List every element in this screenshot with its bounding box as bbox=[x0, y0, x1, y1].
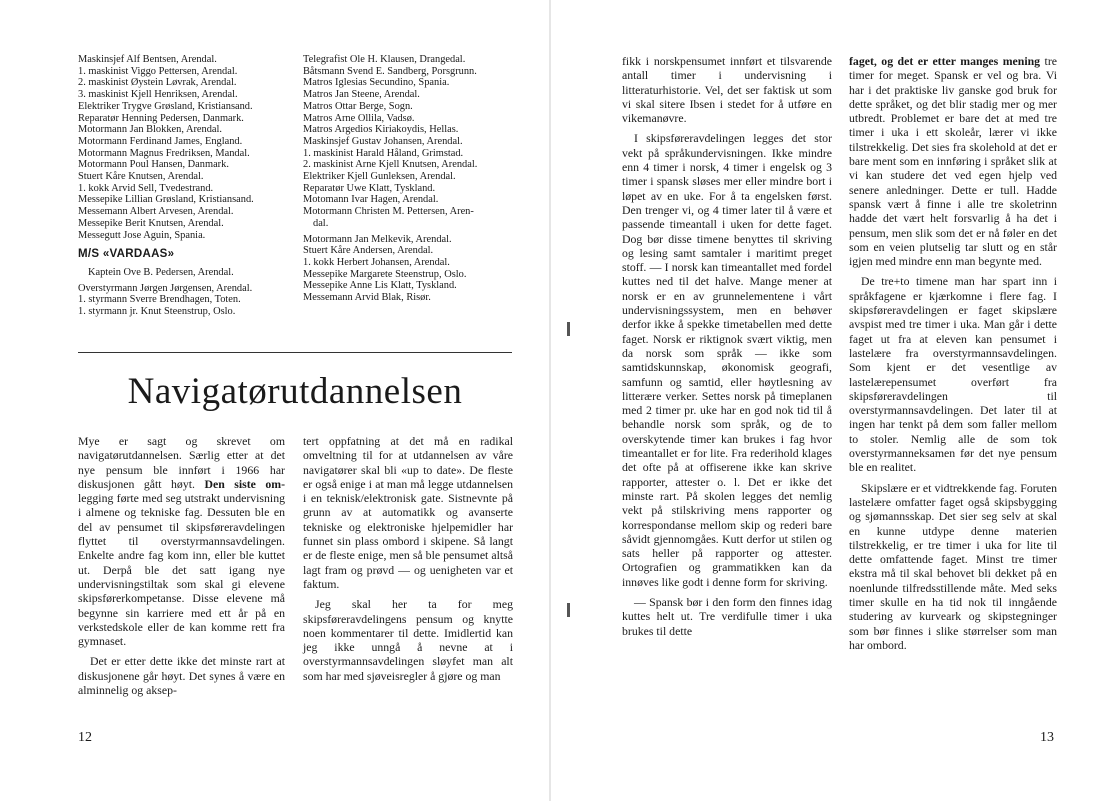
crew-entry: Messemann Arvid Blak, Risør. bbox=[303, 292, 431, 304]
crew-entry: Motormann Christen M. Pettersen, Aren- bbox=[303, 206, 474, 218]
paragraph bbox=[78, 434, 285, 648]
paragraph bbox=[849, 54, 1057, 268]
paragraph bbox=[849, 274, 1057, 474]
crew-entry: Reparatør Uwe Klatt, Tyskland. bbox=[303, 182, 436, 194]
paragraph-text: Det er etter dette ikke det minste rart at diskusjonene går høyt. Det synes å være en alminnelig og aksep- bbox=[78, 654, 285, 698]
crew-entry: 1. maskinist Harald Håland, Grimstad. bbox=[303, 147, 464, 159]
crew-entry: 1. styrmann Sverre Brendhagen, Toten. bbox=[78, 294, 241, 306]
crew-entry: Messepike Lillian Grøsland, Kristiansand. bbox=[78, 194, 254, 206]
article-title: Navigatørutdannelsen bbox=[127, 371, 463, 412]
crew-entry: Matros Arne Ollila, Vadsø. bbox=[303, 112, 415, 124]
crew-entry: Matros Argedios Kiriakoydis, Hellas. bbox=[303, 124, 459, 136]
paragraph-text: Skipslære er et vidtrekkende fag. Foruten lastelære omfatter faget også skipsbygging og sjømannsskap. Det sier seg selv at skal en kunne utdype denne materien tilstrekkelig, er tre timer i uka for lite til dette omfattende faget. Minst tre timer ekstra må til skal behovet bli dekket på en noenlunde tilfredsstillende måte. Med seks timer skulle en ha tid nok til inngående studering av kurveark og skipstegninger som bør finnes i slike størrelser som man har ombord. bbox=[849, 480, 1057, 652]
crew-entry: 2. maskinist Øystein Løvrak, Arendal. bbox=[78, 77, 237, 89]
page-number: 12 bbox=[78, 730, 92, 745]
left-page bbox=[0, 0, 548, 801]
crew-entry: Motomann Ivar Hagen, Arendal. bbox=[303, 194, 439, 206]
article-column-2 bbox=[303, 434, 513, 683]
crew-entry: Matros Jan Steene, Arendal. bbox=[303, 89, 420, 101]
crew-entry: Messemann Albert Arvesen, Arendal. bbox=[78, 206, 234, 218]
paragraph bbox=[849, 481, 1057, 653]
crew-entry: 1. kokk Arvid Sell, Tvedestrand. bbox=[78, 182, 214, 194]
crew-entry: Båtsmann Svend E. Sandberg, Porsgrunn. bbox=[303, 65, 477, 77]
crew-entry: Telegrafist Ole H. Klausen, Drangedal. bbox=[303, 54, 466, 65]
crew-entry: Maskinsjef Gustav Johansen, Arendal. bbox=[303, 135, 463, 147]
crew-entry: Motormann Jan Blokken, Arendal. bbox=[78, 124, 223, 136]
section-divider bbox=[78, 352, 512, 353]
paragraph: Jeg skal her ta for meg skipsføreravdelingens pensum og knytte noen kommentarer til dette. Imidlertid kan jeg ikke unngå å nevne at i overstyrmannsavdelingen sløyfet man alt som har med sjøveisregler å gjøre og man bbox=[303, 597, 513, 683]
ship-heading: M/S «VARDAAS» bbox=[78, 248, 175, 261]
crew-entry: 1. styrmann jr. Knut Steenstrup, Oslo. bbox=[78, 306, 236, 318]
paragraph bbox=[78, 654, 285, 697]
crew-entry: Motormann Ferdinand James, England. bbox=[78, 135, 243, 147]
crew-entry: Elektriker Kjell Gunleksen, Arendal. bbox=[303, 171, 456, 183]
crew-entry: Reparatør Henning Pedersen, Danmark. bbox=[78, 112, 244, 124]
crew-entry: Matros Iglesias Secundino, Spania. bbox=[303, 77, 450, 89]
crew-entry: Elektriker Trygve Grøsland, Kristiansand. bbox=[78, 100, 253, 112]
crew-entry: 1. maskinist Viggo Pettersen, Arendal. bbox=[78, 65, 238, 77]
crew-entry: Overstyrmann Jørgen Jørgensen, Arendal. bbox=[78, 282, 253, 294]
crew-entry: Motormann Magnus Fredriksen, Mandal. bbox=[78, 147, 250, 159]
scan-mark bbox=[567, 322, 570, 336]
scan-mark bbox=[567, 603, 570, 617]
crew-entry: Matros Ottar Berge, Sogn. bbox=[303, 100, 413, 112]
crew-list-right bbox=[303, 54, 515, 304]
article-column-1 bbox=[78, 434, 285, 697]
crew-entry: Messepike Margarete Steenstrup, Oslo. bbox=[303, 268, 467, 280]
article-column-3 bbox=[622, 54, 832, 638]
page-number: 13 bbox=[1040, 730, 1054, 745]
bold-text: faget, og det er etter manges mening bbox=[849, 54, 1041, 68]
article-column-4 bbox=[849, 54, 1057, 652]
crew-entry: Kaptein Ove B. Pedersen, Arendal. bbox=[88, 266, 234, 278]
paragraph-text: tre timer for meget. Spansk er vel og bra. Vi har i det praktiske liv ganske god bruk for dette språket, og det blir stadig mer og mer utbredt. Problemet er bare det at med tre timer i uka i ett skoleår, lærer vi ikke tilstrekkelig. Det sies fra skolehold at det er bare ment som en innføring i språket slik at vi kan studere det ved egen hjelp ved senere anledninger. Dette er tull. Hadde spansk vært å finne i alle tre skoletrinn hadde det vært helt forsvarlig å ha det i pensum, men slik som det er nå føler en det som en veien plutselig tar slutt og en står igjen med mindre enn man begynte med. bbox=[849, 54, 1057, 269]
crew-entry: Motormann Jan Melkevik, Arendal. bbox=[303, 233, 452, 245]
crew-entry: dal. bbox=[313, 217, 329, 229]
bold-text: Den siste om- bbox=[204, 476, 285, 491]
paragraph: I skipsføreravdelingen legges det stor vekt på språkundervisningen. Ikke mindre enn 4 timer i norsk, 4 timer i engelsk og 3 timer i spansk sløses mer eller mindre bort i løpet av en uke. For å ta engelsken først. Den trenger vi, og 4 timer later til å være et passende timeantall i uken for dette faget. Dog bør disse timene benyttes til skriving og lesing samt samtaler i maritimt preget stoff. — I norsk kan timeantallet med fordel kuttes ned til det halve. Mange mener at norsk er en av grunnelementene i vårt undervisningssystem, men en behøver derfor ikke å spekke timetabellen med dette faget. Norsk er riktignok svært viktig, men da norsk som språk — ikke som samtidskunnskap, økonomisk geografi, samfunn og samtid, eller høytlesning av litterære verker. Settes norsk på timeplanen med 2 timer pr. uke har en god nok tid til å behandle norsk som språk, og de to overskytende timer kan brukes i fag hvor timeantallet er for lite. Fra rederihold klages det ofte på at offiserene ikke kan skrive rapporter, attester o. l. Det er ikke det minste rart. På skolen legges det nemlig vekt på stilskriving mens rapporter og korrespondanse mellom skip og rederi bare såvidt gjennomgåes. Kutt derfor ut stilen og sats heller på rapporter og attester. Ortografien og grammatikken kan da innøves like godt i denne form for skriving. bbox=[622, 131, 832, 589]
crew-entry: Messepike Anne Lis Klatt, Tyskland. bbox=[303, 280, 457, 292]
crew-entry: Messepike Berit Knutsen, Arendal. bbox=[78, 217, 224, 229]
paragraph: — Spansk bør i den form den finnes idag kuttes helt ut. Tre verdifulle timer i uka brukes til dette bbox=[622, 594, 832, 638]
crew-entry: Maskinsjef Alf Bentsen, Arendal. bbox=[78, 54, 217, 65]
crew-entry: 3. maskinist Kjell Henriksen, Arendal. bbox=[78, 89, 238, 101]
paragraph-text: legging førte med seg utstrakt undervisning i almene og tekniske fag. Dessuten ble en del av pensumet til skipsføreravdelingen flyttet til overstyrmannsavdelingen. Enkelte andre fag kom inn, eller ble kuttet ut. Derpå ble det satt igang nye undervisningstiltak som skal gi elevene skipsførerkompetanse. Disse elevene må begynne sin karriere med ett år på en verkstedskole eller de kan komme rett fra gymnaset. bbox=[78, 491, 285, 649]
crew-entry: Stuert Kåre Knutsen, Arendal. bbox=[78, 171, 204, 183]
crew-entry: Messegutt Jose Aguin, Spania. bbox=[78, 229, 206, 241]
paragraph: fikk i norskpensumet innført et tilsvarende antall timer i undervisning i litteraturhistorie. Vel, det ser faktisk ut som vi skal sitere Ibsen i stedet for å utføre en vikemanøvre. bbox=[622, 54, 832, 126]
crew-entry: Stuert Kåre Andersen, Arendal. bbox=[303, 245, 434, 257]
crew-list-left bbox=[78, 54, 300, 318]
crew-entry: Motormann Poul Hansen, Danmark. bbox=[78, 159, 229, 171]
crew-entry: 1. kokk Herbert Johansen, Arendal. bbox=[303, 256, 450, 268]
right-page bbox=[552, 0, 1100, 801]
paragraph-text: De tre+to timene man har spart inn i språkfagene er kjærkomne i flere fag. I skipsføreravdelingen er faget skipslære avspist med tre timer i uka. Man går i dette faget ut fra at eleven kan pensumet i lastelære fra overstyrmannsavdelingen. Som kjent er det vesentlige av lastelærepensumet overført fra skipsføreravdelingen til overstyrmannsavdelingen. Det later til at ingen har tenkt på dem som faller mellom to stoler. Nemlig alle de som tok overstyrmanneksamen før det nye pensum ble en realitet. bbox=[849, 274, 1057, 475]
crew-entry: 2. maskinist Arne Kjell Knutsen, Arendal. bbox=[303, 159, 478, 171]
paragraph-text: Mye er sagt og skrevet om navigatørutdannelsen. Særlig etter at det nye pensum ble innført i 1966 har diskusjonen gått høyt. bbox=[78, 434, 285, 491]
paragraph: tert oppfatning at det må en radikal omveltning til for at utdannelsen av våre navigatører skal bli «up to date». De fleste er også enige i at man må legge utdannelsen i en teknisk/elektronisk gate. Sistnevnte på grunn av at automatikk og avanserte tekniske og elektroniske hjelpemidler har funnet sin plass ombord i skipene. Så langt er de fleste enige, men så ble pensumet altså lagt fram og prøvd — og uenigheten var et faktum. bbox=[303, 434, 513, 591]
page-fold bbox=[549, 0, 551, 801]
